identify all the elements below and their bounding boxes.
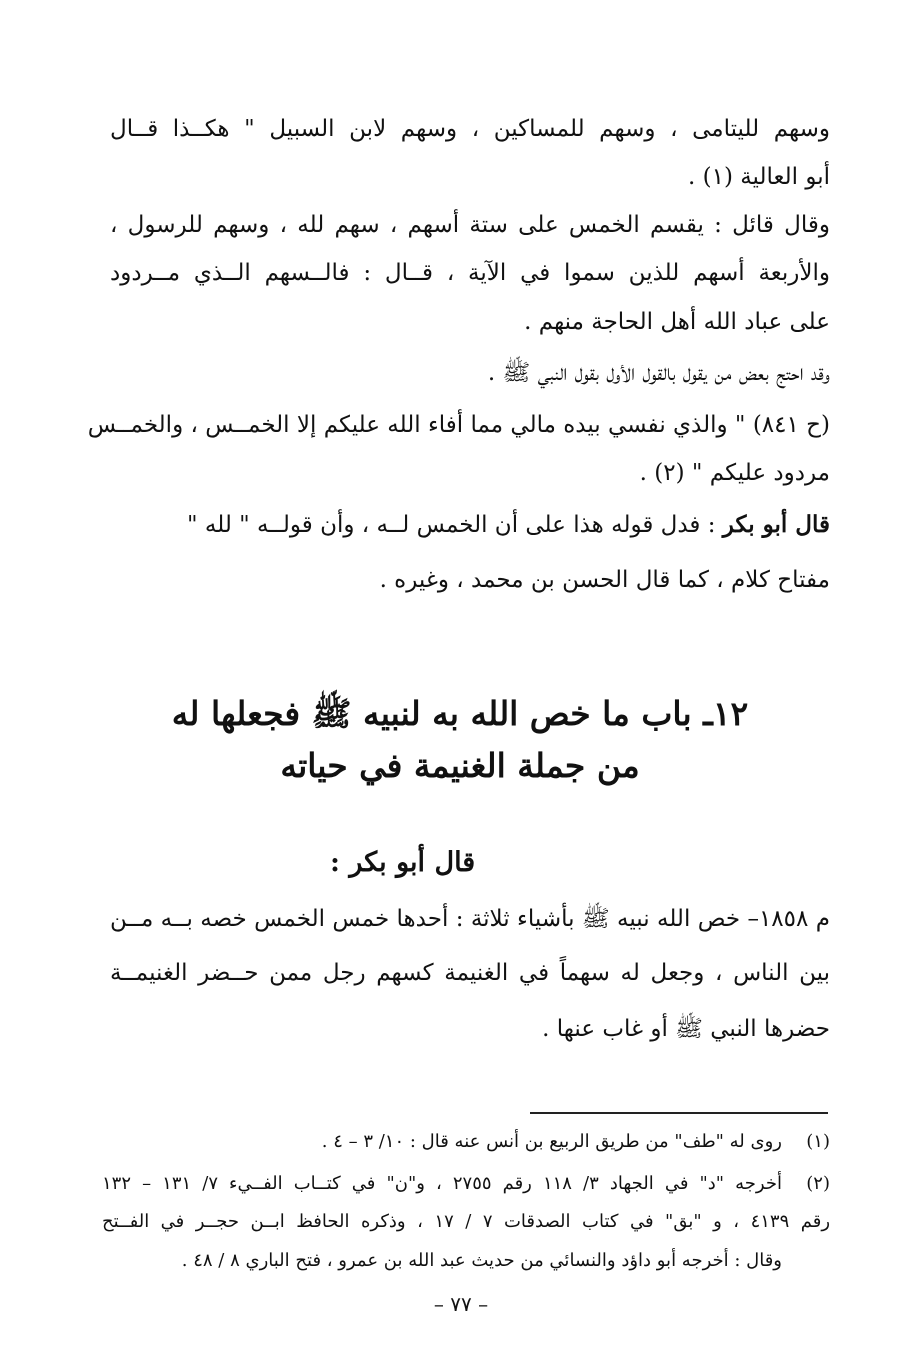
footnote-number: (١) — [806, 1131, 830, 1152]
entry-line: حضرها النبي ﷺ أو غاب عنها . — [542, 1016, 830, 1042]
body-line: والأربعة أسهم للذين سموا في الآية ، قــال : فالــسهم الــذي مــردود — [110, 260, 830, 286]
body-line: وقد احتج بعض من يقول بالقول الأول بقول النبي ﷺ . — [487, 360, 830, 386]
page-number: – ٧٧ – — [433, 1292, 489, 1316]
body-line — [110, 508, 830, 542]
entry-line: بين الناس ، وجعل له سهماً في الغنيمة كسهم رجل ممن حــضر الغنيمــة — [110, 960, 830, 986]
section-lead: قال أبو بكر : — [330, 847, 476, 878]
footnote-line: وقال : أخرجه أبو داؤد والنسائي من حديث عبد الله بن عمرو ، فتح الباري ٨ / ٤٨ . — [181, 1250, 782, 1271]
body-line: وقال قائل : يقسم الخمس على ستة أسهم ، سهم لله ، وسهم للرسول ، — [110, 212, 830, 238]
body-line: وسهم لليتامى ، وسهم للمساكين ، وسهم لابن السبيل " هكــذا قــال — [110, 116, 830, 142]
speaker-label: قال أبو بكر — [722, 511, 830, 538]
hadith-line: (ح ٨٤١) " والذي نفسي بيده مالي مما أفاء الله عليكم إلا الخمــس ، والخمــس — [87, 412, 830, 438]
hadith-line: مردود عليكم " (٢) . — [639, 460, 830, 486]
chapter-heading-line1: ١٢ـ باب ما خص الله به لنبيه ﷺ فجعلها له — [171, 694, 749, 733]
footnote-line: رقم ٤١٣٩ ، و "بق" في كتاب الصدقات ٧ / ١٧ ، وذكره الحافظ ابــن حجــر في الفــتح — [102, 1211, 831, 1232]
body-line: على عباد الله أهل الحاجة منهم . — [524, 309, 830, 335]
body-line: أبو العالية (١) . — [687, 164, 830, 190]
footnote-line: روى له "طف" من طريق الربيع بن أنس عنه قال : ١٠/ ٣ – ٤ . — [321, 1131, 782, 1152]
entry-line: م ١٨٥٨– خص الله نبيه ﷺ بأشياء ثلاثة : أحدها خمس الخمس خصه بــه مــن — [110, 906, 830, 932]
footnote-number: (٢) — [806, 1173, 830, 1194]
body-text: : فدل قوله هذا على أن الخمس لــه ، وأن قولــه " لله " — [187, 512, 723, 538]
chapter-heading-line2: من جملة الغنيمة في حياته — [280, 746, 640, 785]
footnote-line: أخرجه "د" في الجهاد ٣/ ١١٨ رقم ٢٧٥٥ ، و"ن" في كتــاب الفــيء ٧/ ١٣١ – ١٣٢ — [102, 1173, 782, 1194]
body-line: مفتاح كلام ، كما قال الحسن بن محمد ، وغيره . — [379, 567, 830, 593]
footnote-divider — [530, 1112, 828, 1114]
